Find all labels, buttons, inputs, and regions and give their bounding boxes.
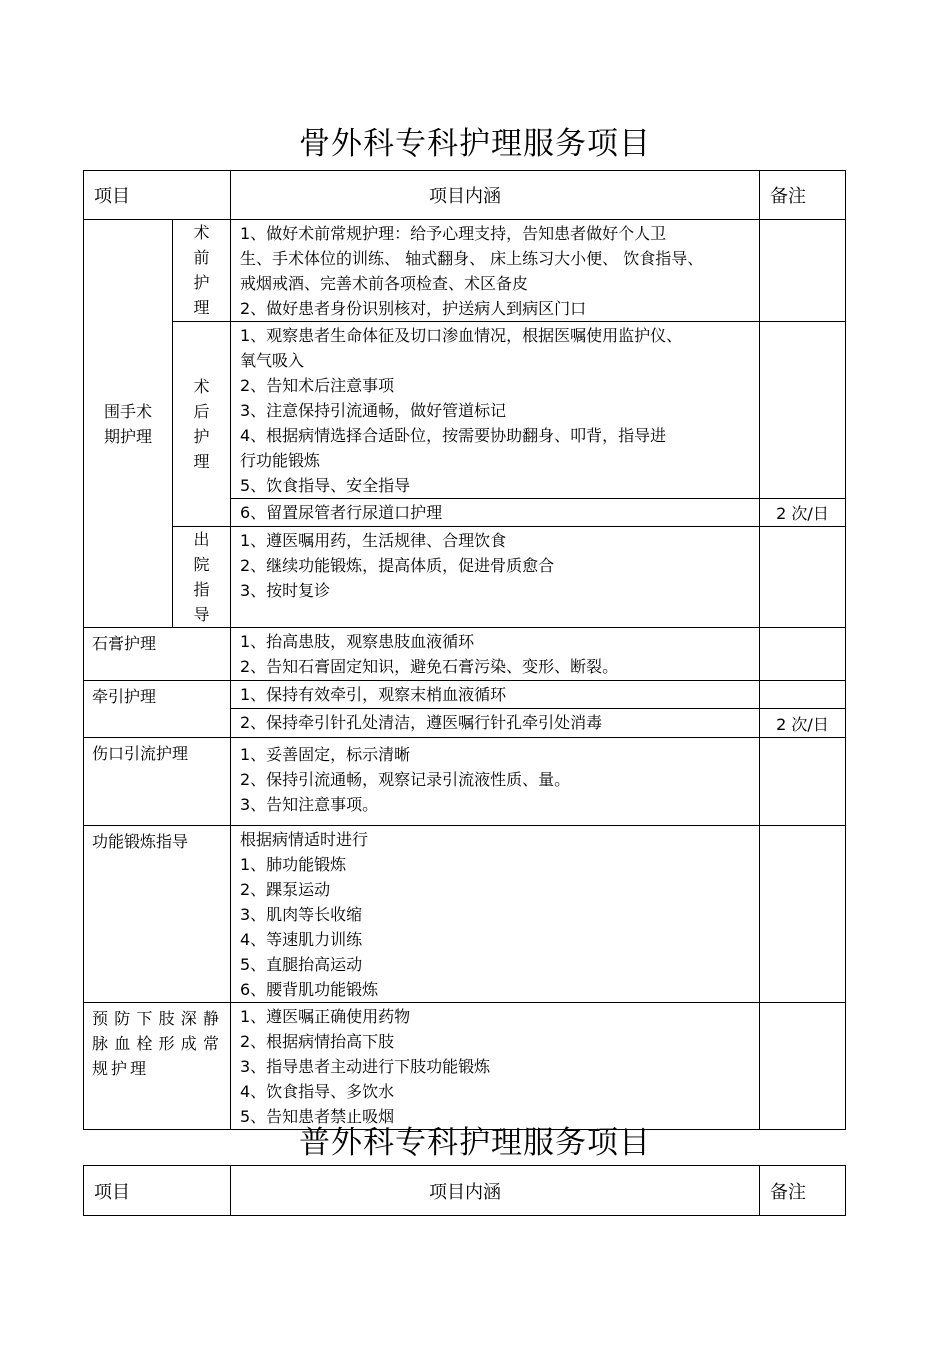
subcategory-postop: 术 后 护 理 [173, 322, 231, 527]
category-exercise: 功能锻炼指导 [84, 826, 231, 1003]
category-cast: 石膏护理 [84, 628, 231, 681]
header-content: 项目内涵 [231, 1166, 760, 1216]
subcategory-discharge: 出 院 指 导 [173, 527, 231, 628]
traction-note-2: 2 次/日 [760, 709, 846, 738]
category-dvt: 预防下肢深静脉血栓形成常规护理 [84, 1003, 231, 1130]
table-row [84, 738, 846, 826]
cast-content: 1、抬高患肢，观察患肢血液循环 2、告知石膏固定知识，避免石膏污染、变形、断裂。 [231, 628, 760, 681]
catheter-note: 2 次/日 [760, 499, 846, 527]
category-drainage: 伤口引流护理 [84, 738, 231, 826]
traction-content-2: 2、保持牵引针孔处清洁，遵医嘱行针孔牵引处消毒 [231, 709, 760, 738]
table-row [84, 220, 846, 322]
table-row [84, 628, 846, 681]
table-row [84, 681, 846, 709]
subcategory-preop: 术 前 护 理 [173, 220, 231, 322]
postop-content: 1、观察患者生命体征及切口渗血情况，根据医嘱使用监护仪、 氧气吸入 2、告知术后注意事项 3、注意保持引流通畅，做好管道标记 4、根据病情选择合适卧位，按需要协助翻身、叩背，指导进 行功能锻炼 5、饮食指导、安全指导 [231, 322, 760, 499]
exercise-content: 根据病情适时进行 1、肺功能锻炼 2、踝泵运动 3、肌肉等长收缩 4、等速肌力训练 5、直腿抬高运动 6、腰背肌功能锻炼 [231, 826, 760, 1003]
header-note: 备注 [760, 171, 846, 220]
table-row [84, 322, 846, 499]
drainage-note [760, 738, 846, 826]
traction-content-1: 1、保持有效牵引，观察末梢血液循环 [231, 681, 760, 709]
ortho-service-table [83, 170, 846, 1130]
category-perioperative: 围手术 期护理 [84, 220, 173, 628]
cast-note [760, 628, 846, 681]
discharge-note [760, 527, 846, 628]
general-service-table [83, 1165, 846, 1216]
preop-content: 1、做好术前常规护理：给予心理支持，告知患者做好个人卫 生、手术体位的训练、 轴式翻身、 床上练习大小便、 饮食指导、 戒烟戒酒、完善术前各项检查、术区备皮 2、做好患者身份识别核对，护送病人到病区门口 [231, 220, 760, 322]
table-header-row [84, 1166, 846, 1216]
header-content: 项目内涵 [231, 171, 760, 220]
postop-note [760, 322, 846, 499]
section-title-general: 普外科专科护理服务项目 [299, 1125, 651, 1161]
header-item: 项目 [84, 171, 231, 220]
header-note: 备注 [760, 1166, 846, 1216]
category-traction: 牵引护理 [84, 681, 231, 738]
traction-note-1 [760, 681, 846, 709]
table-row [84, 1003, 846, 1130]
page-title: 骨外科专科护理服务项目 [299, 126, 651, 162]
dvt-note [760, 1003, 846, 1130]
preop-note [760, 220, 846, 322]
table-row [84, 527, 846, 628]
exercise-note [760, 826, 846, 1003]
catheter-content: 6、留置尿管者行尿道口护理 [231, 499, 760, 527]
dvt-content: 1、遵医嘱正确使用药物 2、根据病情抬高下肢 3、指导患者主动进行下肢功能锻炼 4、饮食指导、多饮水 5、告知患者禁止吸烟 [231, 1003, 760, 1130]
discharge-content: 1、遵医嘱用药，生活规律、合理饮食 2、继续功能锻炼，提高体质，促进骨质愈合 3、按时复诊 [231, 527, 760, 628]
table-header-row [84, 171, 846, 220]
table-row [84, 826, 846, 1003]
drainage-content: 1、妥善固定，标示清晰 2、保持引流通畅，观察记录引流液性质、量。 3、告知注意事项。 [231, 738, 760, 826]
header-item: 项目 [84, 1166, 231, 1216]
